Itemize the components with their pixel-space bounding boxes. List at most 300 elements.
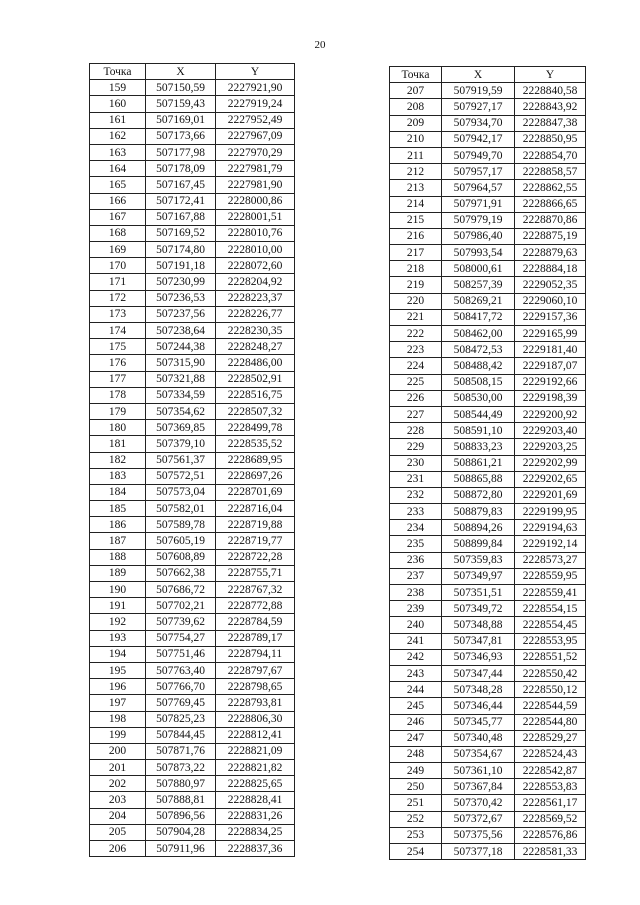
cell-y-coordinate: 2228884,18 <box>515 261 586 277</box>
table-body-left <box>90 80 295 857</box>
table-row <box>90 290 295 306</box>
cell-point-number: 163 <box>90 144 146 160</box>
table-row <box>390 83 586 99</box>
column-header-y: Y <box>515 67 586 83</box>
cell-y-coordinate: 2228524,43 <box>515 746 586 762</box>
cell-point-number: 224 <box>390 358 442 374</box>
cell-x-coordinate: 507896,56 <box>146 808 216 824</box>
table-row <box>390 115 586 131</box>
cell-point-number: 237 <box>390 568 442 584</box>
cell-x-coordinate: 507957,17 <box>442 164 515 180</box>
table-row <box>90 177 295 193</box>
cell-x-coordinate: 507174,80 <box>146 242 216 258</box>
cell-y-coordinate: 2228223,37 <box>216 290 295 306</box>
cell-point-number: 226 <box>390 390 442 406</box>
cell-y-coordinate: 2228847,38 <box>515 115 586 131</box>
table-row <box>90 323 295 339</box>
cell-point-number: 243 <box>390 665 442 681</box>
cell-x-coordinate: 507349,72 <box>442 601 515 617</box>
cell-x-coordinate: 507844,45 <box>146 727 216 743</box>
table-row <box>390 649 586 665</box>
cell-x-coordinate: 507888,81 <box>146 792 216 808</box>
cell-point-number: 233 <box>390 504 442 520</box>
column-header-point: Точка <box>390 67 442 83</box>
cell-y-coordinate: 2229187,07 <box>515 358 586 374</box>
cell-point-number: 195 <box>90 662 146 678</box>
cell-x-coordinate: 507608,89 <box>146 549 216 565</box>
cell-y-coordinate: 2228550,12 <box>515 682 586 698</box>
cell-y-coordinate: 2229194,63 <box>515 520 586 536</box>
table-row <box>90 258 295 274</box>
table-row <box>90 517 295 533</box>
table-row <box>90 128 295 144</box>
cell-x-coordinate: 507321,88 <box>146 371 216 387</box>
cell-y-coordinate: 2228551,52 <box>515 649 586 665</box>
cell-x-coordinate: 507934,70 <box>442 115 515 131</box>
cell-point-number: 241 <box>390 633 442 649</box>
cell-y-coordinate: 2228486,00 <box>216 355 295 371</box>
table-row <box>90 225 295 241</box>
cell-y-coordinate: 2228772,88 <box>216 598 295 614</box>
table-header-row <box>90 64 295 80</box>
cell-y-coordinate: 2228719,77 <box>216 533 295 549</box>
column-header-point: Точка <box>90 64 146 80</box>
cell-point-number: 253 <box>390 827 442 843</box>
cell-x-coordinate: 507751,46 <box>146 646 216 662</box>
table-row <box>390 471 586 487</box>
cell-y-coordinate: 2228573,27 <box>515 552 586 568</box>
table-row <box>90 549 295 565</box>
cell-y-coordinate: 2229202,65 <box>515 471 586 487</box>
table-row <box>390 698 586 714</box>
table-row <box>90 96 295 112</box>
cell-y-coordinate: 2228554,15 <box>515 601 586 617</box>
table-row <box>90 824 295 840</box>
cell-point-number: 223 <box>390 342 442 358</box>
cell-y-coordinate: 2228806,30 <box>216 711 295 727</box>
cell-x-coordinate: 508591,10 <box>442 423 515 439</box>
cell-y-coordinate: 2228553,95 <box>515 633 586 649</box>
cell-y-coordinate: 2229192,14 <box>515 536 586 552</box>
table-row <box>90 727 295 743</box>
cell-point-number: 165 <box>90 177 146 193</box>
cell-y-coordinate: 2228544,80 <box>515 714 586 730</box>
cell-x-coordinate: 507880,97 <box>146 776 216 792</box>
cell-x-coordinate: 507167,88 <box>146 209 216 225</box>
cell-point-number: 216 <box>390 228 442 244</box>
table-row <box>390 406 586 422</box>
cell-y-coordinate: 2229192,66 <box>515 374 586 390</box>
cell-x-coordinate: 508899,84 <box>442 536 515 552</box>
cell-x-coordinate: 508472,53 <box>442 342 515 358</box>
cell-point-number: 202 <box>90 776 146 792</box>
cell-x-coordinate: 507346,93 <box>442 649 515 665</box>
cell-x-coordinate: 507349,97 <box>442 568 515 584</box>
table-row <box>390 811 586 827</box>
cell-x-coordinate: 508894,26 <box>442 520 515 536</box>
cell-point-number: 214 <box>390 196 442 212</box>
coordinates-table-right <box>389 66 586 860</box>
cell-x-coordinate: 507345,77 <box>442 714 515 730</box>
cell-y-coordinate: 2228697,26 <box>216 468 295 484</box>
cell-point-number: 246 <box>390 714 442 730</box>
cell-point-number: 203 <box>90 792 146 808</box>
cell-y-coordinate: 2228581,33 <box>515 844 586 860</box>
cell-point-number: 244 <box>390 682 442 698</box>
table-row <box>390 844 586 860</box>
cell-point-number: 186 <box>90 517 146 533</box>
table-row <box>90 468 295 484</box>
table-row <box>390 714 586 730</box>
cell-point-number: 211 <box>390 147 442 163</box>
table-row <box>90 630 295 646</box>
cell-y-coordinate: 2228719,88 <box>216 517 295 533</box>
table-row <box>90 80 295 96</box>
cell-point-number: 184 <box>90 484 146 500</box>
cell-y-coordinate: 2229201,69 <box>515 487 586 503</box>
cell-point-number: 235 <box>390 536 442 552</box>
cell-y-coordinate: 2228689,95 <box>216 452 295 468</box>
cell-x-coordinate: 507825,23 <box>146 711 216 727</box>
cell-y-coordinate: 2227981,79 <box>216 161 295 177</box>
cell-x-coordinate: 508488,42 <box>442 358 515 374</box>
cell-y-coordinate: 2229203,40 <box>515 423 586 439</box>
cell-x-coordinate: 507150,59 <box>146 80 216 96</box>
cell-point-number: 197 <box>90 695 146 711</box>
cell-y-coordinate: 2228837,36 <box>216 841 295 857</box>
table-row <box>390 147 586 163</box>
cell-y-coordinate: 2228516,75 <box>216 387 295 403</box>
cell-x-coordinate: 508508,15 <box>442 374 515 390</box>
cell-x-coordinate: 507993,54 <box>442 245 515 261</box>
table-row <box>90 144 295 160</box>
cell-x-coordinate: 507763,40 <box>146 662 216 678</box>
cell-x-coordinate: 508865,88 <box>442 471 515 487</box>
table-row <box>390 423 586 439</box>
cell-y-coordinate: 2227981,90 <box>216 177 295 193</box>
cell-y-coordinate: 2228821,09 <box>216 743 295 759</box>
table-row <box>90 501 295 517</box>
cell-x-coordinate: 507766,70 <box>146 679 216 695</box>
cell-point-number: 200 <box>90 743 146 759</box>
cell-x-coordinate: 507949,70 <box>442 147 515 163</box>
cell-y-coordinate: 2228701,69 <box>216 484 295 500</box>
column-header-x: X <box>442 67 515 83</box>
table-row <box>90 743 295 759</box>
table-row <box>90 598 295 614</box>
table-row <box>390 212 586 228</box>
cell-x-coordinate: 507919,59 <box>442 83 515 99</box>
cell-x-coordinate: 507359,83 <box>442 552 515 568</box>
cell-point-number: 210 <box>390 131 442 147</box>
cell-point-number: 227 <box>390 406 442 422</box>
cell-point-number: 208 <box>390 99 442 115</box>
cell-y-coordinate: 2228716,04 <box>216 501 295 517</box>
cell-y-coordinate: 2229165,99 <box>515 326 586 342</box>
table-row <box>90 662 295 678</box>
cell-x-coordinate: 507686,72 <box>146 582 216 598</box>
table-row <box>90 646 295 662</box>
cell-x-coordinate: 507238,64 <box>146 323 216 339</box>
cell-x-coordinate: 507979,19 <box>442 212 515 228</box>
table-row <box>390 374 586 390</box>
cell-point-number: 189 <box>90 565 146 581</box>
cell-y-coordinate: 2228535,52 <box>216 436 295 452</box>
cell-x-coordinate: 507582,01 <box>146 501 216 517</box>
cell-x-coordinate: 507379,10 <box>146 436 216 452</box>
cell-point-number: 230 <box>390 455 442 471</box>
cell-y-coordinate: 2228722,28 <box>216 549 295 565</box>
table-row <box>390 665 586 681</box>
cell-y-coordinate: 2228825,65 <box>216 776 295 792</box>
cell-y-coordinate: 2228072,60 <box>216 258 295 274</box>
table-row <box>390 763 586 779</box>
table-row <box>90 808 295 824</box>
cell-point-number: 206 <box>90 841 146 857</box>
cell-x-coordinate: 507561,37 <box>146 452 216 468</box>
cell-x-coordinate: 508000,61 <box>442 261 515 277</box>
cell-point-number: 159 <box>90 80 146 96</box>
cell-point-number: 231 <box>390 471 442 487</box>
cell-x-coordinate: 508530,00 <box>442 390 515 406</box>
cell-y-coordinate: 2227970,29 <box>216 144 295 160</box>
coordinates-table-left <box>89 63 295 857</box>
table-row <box>90 841 295 857</box>
table-row <box>390 99 586 115</box>
cell-point-number: 222 <box>390 326 442 342</box>
cell-x-coordinate: 507172,41 <box>146 193 216 209</box>
cell-y-coordinate: 2228230,35 <box>216 323 295 339</box>
cell-x-coordinate: 507662,38 <box>146 565 216 581</box>
cell-y-coordinate: 2228843,92 <box>515 99 586 115</box>
cell-y-coordinate: 2228828,41 <box>216 792 295 808</box>
table-row <box>390 504 586 520</box>
table-row <box>390 779 586 795</box>
table-row <box>390 228 586 244</box>
table-row <box>90 484 295 500</box>
table-body-right <box>390 83 586 860</box>
cell-point-number: 191 <box>90 598 146 614</box>
table-row <box>390 795 586 811</box>
table-header-row <box>390 67 586 83</box>
cell-point-number: 188 <box>90 549 146 565</box>
cell-y-coordinate: 2228204,92 <box>216 274 295 290</box>
cell-x-coordinate: 507173,66 <box>146 128 216 144</box>
cell-point-number: 250 <box>390 779 442 795</box>
cell-y-coordinate: 2228544,59 <box>515 698 586 714</box>
table-row <box>90 533 295 549</box>
cell-point-number: 209 <box>390 115 442 131</box>
cell-point-number: 234 <box>390 520 442 536</box>
cell-y-coordinate: 2228001,51 <box>216 209 295 225</box>
cell-point-number: 249 <box>390 763 442 779</box>
cell-point-number: 175 <box>90 339 146 355</box>
cell-y-coordinate: 2227921,90 <box>216 80 295 96</box>
table-row <box>90 339 295 355</box>
table-row <box>90 306 295 322</box>
cell-point-number: 176 <box>90 355 146 371</box>
cell-y-coordinate: 2228000,86 <box>216 193 295 209</box>
cell-point-number: 162 <box>90 128 146 144</box>
table-row <box>390 536 586 552</box>
cell-x-coordinate: 508833,23 <box>442 439 515 455</box>
table-row <box>90 161 295 177</box>
cell-x-coordinate: 507911,96 <box>146 841 216 857</box>
cell-y-coordinate: 2228812,41 <box>216 727 295 743</box>
cell-point-number: 238 <box>390 585 442 601</box>
cell-x-coordinate: 507169,52 <box>146 225 216 241</box>
cell-y-coordinate: 2228550,42 <box>515 665 586 681</box>
cell-y-coordinate: 2228499,78 <box>216 420 295 436</box>
cell-point-number: 190 <box>90 582 146 598</box>
cell-point-number: 173 <box>90 306 146 322</box>
table-row <box>90 679 295 695</box>
table-row <box>90 614 295 630</box>
cell-point-number: 177 <box>90 371 146 387</box>
cell-y-coordinate: 2228784,59 <box>216 614 295 630</box>
table-row <box>390 164 586 180</box>
cell-point-number: 201 <box>90 760 146 776</box>
table-row <box>390 585 586 601</box>
cell-x-coordinate: 507347,81 <box>442 633 515 649</box>
cell-y-coordinate: 2228767,32 <box>216 582 295 598</box>
cell-y-coordinate: 2228858,57 <box>515 164 586 180</box>
cell-y-coordinate: 2229052,35 <box>515 277 586 293</box>
table-row <box>390 617 586 633</box>
cell-y-coordinate: 2228010,76 <box>216 225 295 241</box>
cell-point-number: 221 <box>390 309 442 325</box>
table-row <box>390 293 586 309</box>
cell-y-coordinate: 2228840,58 <box>515 83 586 99</box>
cell-y-coordinate: 2228850,95 <box>515 131 586 147</box>
cell-point-number: 240 <box>390 617 442 633</box>
cell-y-coordinate: 2228576,86 <box>515 827 586 843</box>
cell-x-coordinate: 508462,00 <box>442 326 515 342</box>
cell-point-number: 247 <box>390 730 442 746</box>
cell-x-coordinate: 507340,48 <box>442 730 515 746</box>
table-row <box>90 582 295 598</box>
table-row <box>90 792 295 808</box>
cell-x-coordinate: 507354,67 <box>442 746 515 762</box>
cell-y-coordinate: 2228866,65 <box>515 196 586 212</box>
cell-point-number: 228 <box>390 423 442 439</box>
cell-point-number: 178 <box>90 387 146 403</box>
cell-y-coordinate: 2228569,52 <box>515 811 586 827</box>
table-row <box>390 827 586 843</box>
table-row <box>390 633 586 649</box>
cell-x-coordinate: 508861,21 <box>442 455 515 471</box>
cell-y-coordinate: 2228831,26 <box>216 808 295 824</box>
cell-x-coordinate: 507236,53 <box>146 290 216 306</box>
cell-point-number: 236 <box>390 552 442 568</box>
cell-x-coordinate: 508269,21 <box>442 293 515 309</box>
cell-x-coordinate: 508257,39 <box>442 277 515 293</box>
cell-y-coordinate: 2227967,09 <box>216 128 295 144</box>
cell-x-coordinate: 507178,09 <box>146 161 216 177</box>
table-row <box>90 355 295 371</box>
cell-point-number: 215 <box>390 212 442 228</box>
cell-point-number: 232 <box>390 487 442 503</box>
cell-x-coordinate: 507375,56 <box>442 827 515 843</box>
cell-x-coordinate: 507873,22 <box>146 760 216 776</box>
table-row <box>390 520 586 536</box>
cell-y-coordinate: 2228554,45 <box>515 617 586 633</box>
column-header-y: Y <box>216 64 295 80</box>
cell-point-number: 199 <box>90 727 146 743</box>
cell-point-number: 212 <box>390 164 442 180</box>
cell-point-number: 245 <box>390 698 442 714</box>
cell-x-coordinate: 507573,04 <box>146 484 216 500</box>
cell-x-coordinate: 507769,45 <box>146 695 216 711</box>
cell-point-number: 169 <box>90 242 146 258</box>
cell-point-number: 217 <box>390 245 442 261</box>
cell-y-coordinate: 2228542,87 <box>515 763 586 779</box>
table-row <box>390 455 586 471</box>
cell-point-number: 254 <box>390 844 442 860</box>
cell-x-coordinate: 507702,21 <box>146 598 216 614</box>
cell-point-number: 213 <box>390 180 442 196</box>
cell-y-coordinate: 2229203,25 <box>515 439 586 455</box>
table-row <box>390 390 586 406</box>
cell-point-number: 167 <box>90 209 146 225</box>
cell-point-number: 196 <box>90 679 146 695</box>
cell-point-number: 180 <box>90 420 146 436</box>
cell-point-number: 170 <box>90 258 146 274</box>
cell-point-number: 207 <box>390 83 442 99</box>
table-row <box>90 274 295 290</box>
cell-x-coordinate: 507986,40 <box>442 228 515 244</box>
cell-y-coordinate: 2229157,36 <box>515 309 586 325</box>
cell-point-number: 204 <box>90 808 146 824</box>
cell-point-number: 205 <box>90 824 146 840</box>
cell-y-coordinate: 2228875,19 <box>515 228 586 244</box>
table-row <box>390 131 586 147</box>
table-row <box>390 245 586 261</box>
cell-point-number: 239 <box>390 601 442 617</box>
table-row <box>90 387 295 403</box>
cell-y-coordinate: 2229060,10 <box>515 293 586 309</box>
cell-x-coordinate: 507169,01 <box>146 112 216 128</box>
table-row <box>90 112 295 128</box>
cell-x-coordinate: 507354,62 <box>146 403 216 419</box>
table-row <box>390 261 586 277</box>
cell-x-coordinate: 507177,98 <box>146 144 216 160</box>
cell-x-coordinate: 507315,90 <box>146 355 216 371</box>
cell-point-number: 174 <box>90 323 146 339</box>
cell-point-number: 160 <box>90 96 146 112</box>
table-row <box>390 196 586 212</box>
cell-x-coordinate: 507370,42 <box>442 795 515 811</box>
cell-x-coordinate: 507739,62 <box>146 614 216 630</box>
table-row <box>390 487 586 503</box>
cell-x-coordinate: 507334,59 <box>146 387 216 403</box>
cell-point-number: 198 <box>90 711 146 727</box>
table-row <box>390 730 586 746</box>
cell-x-coordinate: 507159,43 <box>146 96 216 112</box>
cell-y-coordinate: 2228821,82 <box>216 760 295 776</box>
cell-point-number: 251 <box>390 795 442 811</box>
table-row <box>90 565 295 581</box>
table-row <box>90 760 295 776</box>
table-row <box>390 358 586 374</box>
cell-point-number: 171 <box>90 274 146 290</box>
cell-point-number: 185 <box>90 501 146 517</box>
column-header-x: X <box>146 64 216 80</box>
cell-y-coordinate: 2228797,67 <box>216 662 295 678</box>
cell-x-coordinate: 507904,28 <box>146 824 216 840</box>
cell-y-coordinate: 2228559,95 <box>515 568 586 584</box>
cell-point-number: 225 <box>390 374 442 390</box>
